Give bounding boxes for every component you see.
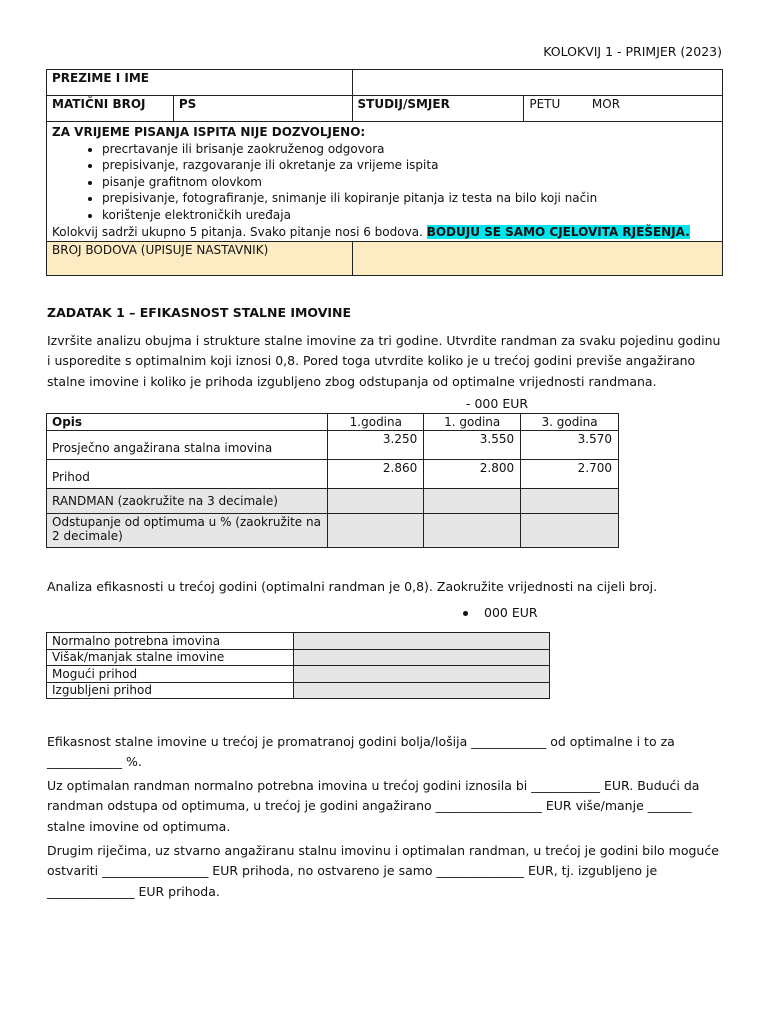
table-cell: 3.550 xyxy=(424,431,521,460)
table-header: 1.godina xyxy=(328,414,424,431)
table-row xyxy=(47,514,619,548)
study-label: STUDIJ/SMJER xyxy=(352,96,524,122)
table-cell: 2.800 xyxy=(424,460,521,489)
row-label: Normalno potrebna imovina xyxy=(47,633,294,650)
exam-header: KOLOKVIJ 1 - PRIMJER (2023) xyxy=(543,44,722,59)
table-header: 3. godina xyxy=(521,414,619,431)
rule-item: • korištenje elektroničkih uređaja xyxy=(102,207,717,224)
rule-item: • prepisivanje, razgovaranje ili okretanje za vrijeme ispita xyxy=(102,157,717,174)
answer-cell[interactable] xyxy=(424,514,521,548)
table-header: Opis xyxy=(47,414,328,431)
answer-cell[interactable] xyxy=(293,633,549,650)
table-row xyxy=(47,633,550,650)
row-label: Prosječno angažirana stalna imovina xyxy=(47,431,328,460)
points-field[interactable] xyxy=(352,242,723,276)
table2-unit xyxy=(463,605,538,620)
points-label: BROJ BODOVA (UPISUJE NASTAVNIK) xyxy=(47,242,353,276)
table-cell: 3.570 xyxy=(521,431,619,460)
row-label: RANDMAN (zaokružite na 3 decimale) xyxy=(47,489,328,514)
note-text: Kolokvij sadrži ukupno 5 pitanja. Svako pitanje nosi 6 bodova. xyxy=(52,224,423,239)
name-label: PREZIME I IME xyxy=(47,70,353,96)
rules-list xyxy=(52,141,717,224)
answer-cell[interactable] xyxy=(293,649,549,666)
answer-cell[interactable] xyxy=(521,489,619,514)
study-option-petu[interactable]: PETU xyxy=(529,97,561,111)
student-info-table xyxy=(46,69,723,276)
fill-sentence-1: Efikasnost stalne imovine u trećoj je promatranoj godini bolja/lošija ____________ od optimalne i to za ____________ %. xyxy=(47,734,675,770)
answer-cell[interactable] xyxy=(293,682,549,699)
analysis-table xyxy=(46,632,550,699)
answer-cell[interactable] xyxy=(328,514,424,548)
table-cell: 2.700 xyxy=(521,460,619,489)
table-cell: 3.250 xyxy=(328,431,424,460)
task-intro: Izvršite analizu obujma i strukture stalne imovine za tri godine. Utvrdite randman za svaku pojedinu godinu i usporedite s optimalnim koji iznosi 0,8. Pored toga utvrdite koliko je u trećoj godini previše angažirano stalne imovine i koliko je prihoda izgubljeno zbog odstupanja od optimalne vrijednosti randmana. xyxy=(47,333,721,389)
ps-label: PS xyxy=(173,96,352,122)
analysis-intro: Analiza efikasnosti u trećoj godini (optimalni randman je 0,8). Zaokružite vrijednosti na cijeli broj. xyxy=(47,579,658,594)
table-row xyxy=(47,489,619,514)
table-row xyxy=(47,431,619,460)
table-cell: 2.860 xyxy=(328,460,424,489)
answer-cell[interactable] xyxy=(424,489,521,514)
answer-cell[interactable] xyxy=(293,666,549,683)
row-label: Prihod xyxy=(47,460,328,489)
table-row xyxy=(47,666,550,683)
bullet-icon xyxy=(463,611,468,616)
row-label: Odstupanje od optimuma u % (zaokružite na 2 decimale) xyxy=(47,514,328,548)
table-header: 1. godina xyxy=(424,414,521,431)
answer-cell[interactable] xyxy=(521,514,619,548)
row-label: Mogući prihod xyxy=(47,666,294,683)
task-title: ZADATAK 1 – EFIKASNOST STALNE IMOVINE xyxy=(47,305,352,320)
fill-sentence-3: Drugim riječima, uz stvarno angažiranu stalnu imovinu i optimalan randman, u trećoj je godini bilo moguće ostvariti _________________ EUR prihoda, no ostvareno je samo ______________ EUR, tj. izgubljeno je ______________ EUR prihoda. xyxy=(47,843,719,899)
fill-sentence-2: Uz optimalan randman normalno potrebna imovina u trećoj godini iznosila bi ___________ EUR. Budući da randman odstupa od optimuma, u trećoj je godini angažirano _________________ EUR više/manje _______ stalne imovine od optimuma. xyxy=(47,778,700,834)
note-highlight: BODUJU SE SAMO CJELOVITA RJEŠENJA. xyxy=(426,224,690,239)
rule-item: • pisanje grafitnom olovkom xyxy=(102,174,717,191)
table-row xyxy=(47,682,550,699)
study-option-mor[interactable]: MOR xyxy=(591,97,621,111)
exam-note xyxy=(52,224,717,241)
rule-item: • precrtavanje ili brisanje zaokruženog odgovora xyxy=(102,141,717,158)
answer-cell[interactable] xyxy=(328,489,424,514)
row-label: Višak/manjak stalne imovine xyxy=(47,649,294,666)
rules-title: ZA VRIJEME PISANJA ISPITA NIJE DOZVOLJENO: xyxy=(52,125,366,139)
exam-rules xyxy=(47,122,723,242)
table-row xyxy=(47,649,550,666)
rule-item: • prepisivanje, fotografiranje, snimanje ili kopiranje pitanja iz testa na bilo koji način xyxy=(102,190,717,207)
table-unit: - 000 EUR xyxy=(466,396,529,411)
id-label: MATIČNI BROJ xyxy=(47,96,174,122)
table2-unit-label: 000 EUR xyxy=(484,605,538,620)
name-field[interactable] xyxy=(352,70,723,96)
row-label: Izgubljeni prihod xyxy=(47,682,294,699)
data-table xyxy=(46,413,619,548)
study-options xyxy=(524,96,723,122)
table-row xyxy=(47,460,619,489)
